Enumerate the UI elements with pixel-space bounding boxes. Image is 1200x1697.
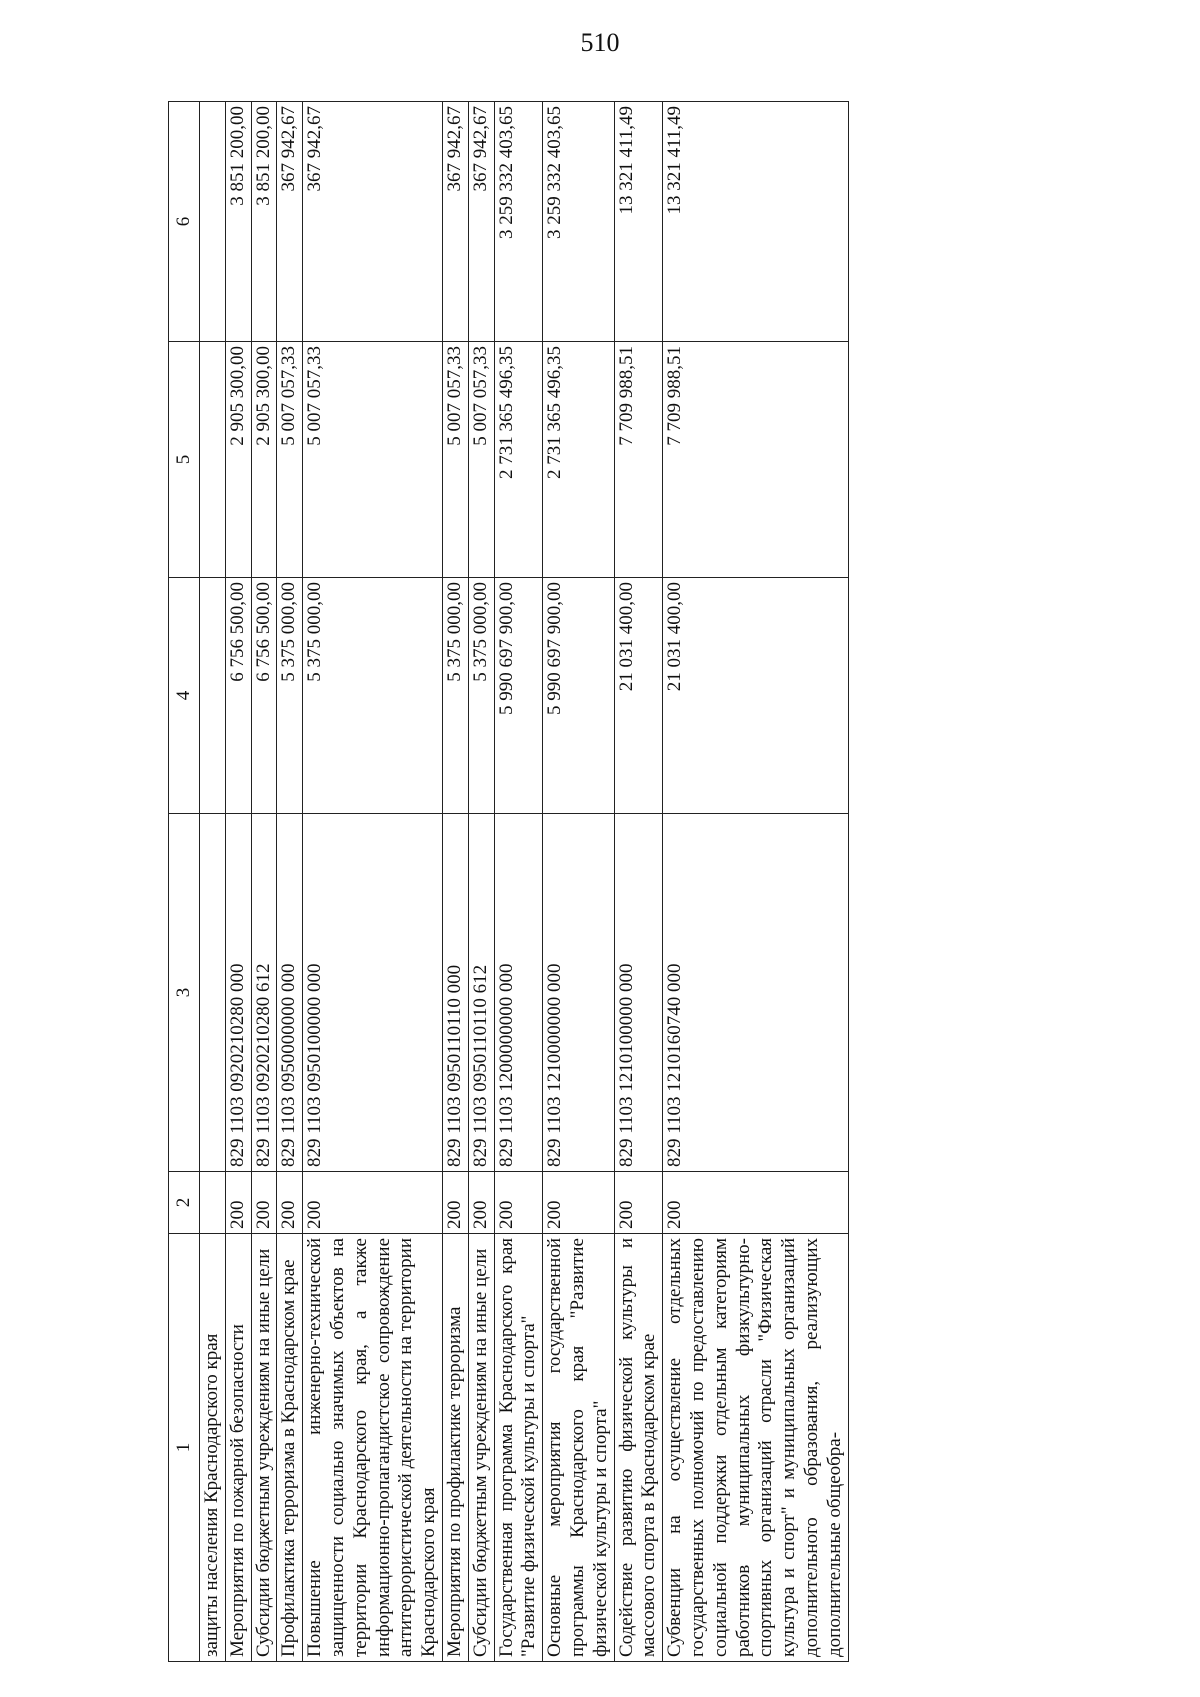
row-code-cell: 829 1103 1200000000 000 [494,814,543,1172]
header-cell: 3 [169,814,200,1172]
table-row [251,102,277,1662]
row-value-cell [200,102,226,342]
row-code-cell: 829 1103 0920210280 612 [251,814,277,1172]
row-code-cell: 829 1103 0950000000 000 [277,814,303,1172]
row-admin-cell: 200 [225,1172,251,1234]
row-value-cell: 3 259 332 403,65 [543,102,614,342]
row-name-cell: Основные мероприятия государственной программы Краснодарского края "Развитие физической культуры и спорта" [543,1234,614,1662]
row-admin-cell: 200 [277,1172,303,1234]
row-value-cell: 5 007 057,33 [277,342,303,578]
row-value-cell: 3 851 200,00 [251,102,277,342]
header-cell: 4 [169,578,200,814]
row-admin-cell: 200 [303,1172,443,1234]
table-row [494,102,543,1662]
row-value-cell: 5 990 697 900,00 [543,578,614,814]
row-admin-cell: 200 [251,1172,277,1234]
row-admin-cell: 200 [442,1172,468,1234]
row-admin-cell: 200 [494,1172,543,1234]
row-value-cell: 7 709 988,51 [663,342,848,578]
row-value-cell: 13 321 411,49 [663,102,848,342]
row-value-cell: 2 731 365 496,35 [494,342,543,578]
row-admin-cell: 200 [468,1172,494,1234]
row-value-cell: 5 375 000,00 [442,578,468,814]
header-cell: 1 [169,1234,200,1662]
row-value-cell: 5 990 697 900,00 [494,578,543,814]
row-value-cell: 367 942,67 [468,102,494,342]
row-value-cell: 5 007 057,33 [468,342,494,578]
row-value-cell: 2 731 365 496,35 [543,342,614,578]
row-value-cell [200,342,226,578]
row-value-cell: 367 942,67 [442,102,468,342]
header-cell: 2 [169,1172,200,1234]
row-value-cell: 2 905 300,00 [225,342,251,578]
row-code-cell: 829 1103 1210000000 000 [543,814,614,1172]
table-row [303,102,443,1662]
row-name-cell: Субсидии бюджетным учреждениям на иные цели [251,1234,277,1662]
row-admin-cell: 200 [663,1172,848,1234]
row-value-cell: 21 031 400,00 [663,578,848,814]
row-value-cell: 367 942,67 [303,102,443,342]
row-code-cell: 829 1103 0920210280 000 [225,814,251,1172]
row-value-cell [200,578,226,814]
row-value-cell: 6 756 500,00 [225,578,251,814]
table-body [200,102,849,1662]
row-name-cell: Мероприятия по профилактике терроризма [442,1234,468,1662]
row-name-cell: Государственная программа Краснодарского края "Развитие физической культуры и спорта" [494,1234,543,1662]
row-value-cell: 5 375 000,00 [277,578,303,814]
row-value-cell: 13 321 411,49 [614,102,663,342]
row-value-cell: 2 905 300,00 [251,342,277,578]
row-name-cell: Содействие развитию физической культуры и массового спорта в Краснодарском крае [614,1234,663,1662]
row-name-cell: Субсидии бюджетным учреждениям на иные цели [468,1234,494,1662]
row-value-cell: 7 709 988,51 [614,342,663,578]
row-name-cell: Субвенции на осуществление отдельных государственных полномочий по предоставлению социальной поддержки отдельным категориям работников муниципальных физкультурно-спортивных организаций отрасли "Физическая культура и спорт" и муниципальных организаций дополнительного образования, реализующих дополнительные общеобра- [663,1234,848,1662]
row-value-cell: 6 756 500,00 [251,578,277,814]
row-value-cell: 5 375 000,00 [468,578,494,814]
row-value-cell: 5 007 057,33 [303,342,443,578]
header-cell: 5 [169,342,200,578]
row-code-cell: 829 1103 0950110110 000 [442,814,468,1172]
row-value-cell: 3 259 332 403,65 [494,102,543,342]
row-code-cell [200,814,226,1172]
header-row [169,102,200,1662]
row-name-cell: Мероприятия по пожарной безопасности [225,1234,251,1662]
row-admin-cell: 200 [614,1172,663,1234]
row-code-cell: 829 1103 1210100000 000 [614,814,663,1172]
row-value-cell: 367 942,67 [277,102,303,342]
table-row [468,102,494,1662]
row-name-cell: Профилактика терроризма в Краснодарском крае [277,1234,303,1662]
table-row [200,102,226,1662]
row-name-cell: защиты населения Краснодарского края [200,1234,226,1662]
budget-table [168,101,849,1662]
table-row [277,102,303,1662]
row-value-cell: 5 007 057,33 [442,342,468,578]
table-row [663,102,848,1662]
row-value-cell: 21 031 400,00 [614,578,663,814]
row-name-cell: Повышение инженерно-технической защищенности социально значимых объектов на территории Краснодарского края, а также информационно-пропагандистское сопровождение антитеррористической деятельности на территории Краснодарского края [303,1234,443,1662]
row-admin-cell: 200 [543,1172,614,1234]
row-code-cell: 829 1103 0950110110 612 [468,814,494,1172]
row-value-cell: 5 375 000,00 [303,578,443,814]
row-admin-cell [200,1172,226,1234]
row-code-cell: 829 1103 0950100000 000 [303,814,443,1172]
rotated-table-frame [168,102,1200,1662]
page-number: 510 [580,28,620,57]
table-row [442,102,468,1662]
row-value-cell: 3 851 200,00 [225,102,251,342]
table-row [225,102,251,1662]
table-row [543,102,614,1662]
header-cell: 6 [169,102,200,342]
table-row [614,102,663,1662]
row-code-cell: 829 1103 1210160740 000 [663,814,848,1172]
